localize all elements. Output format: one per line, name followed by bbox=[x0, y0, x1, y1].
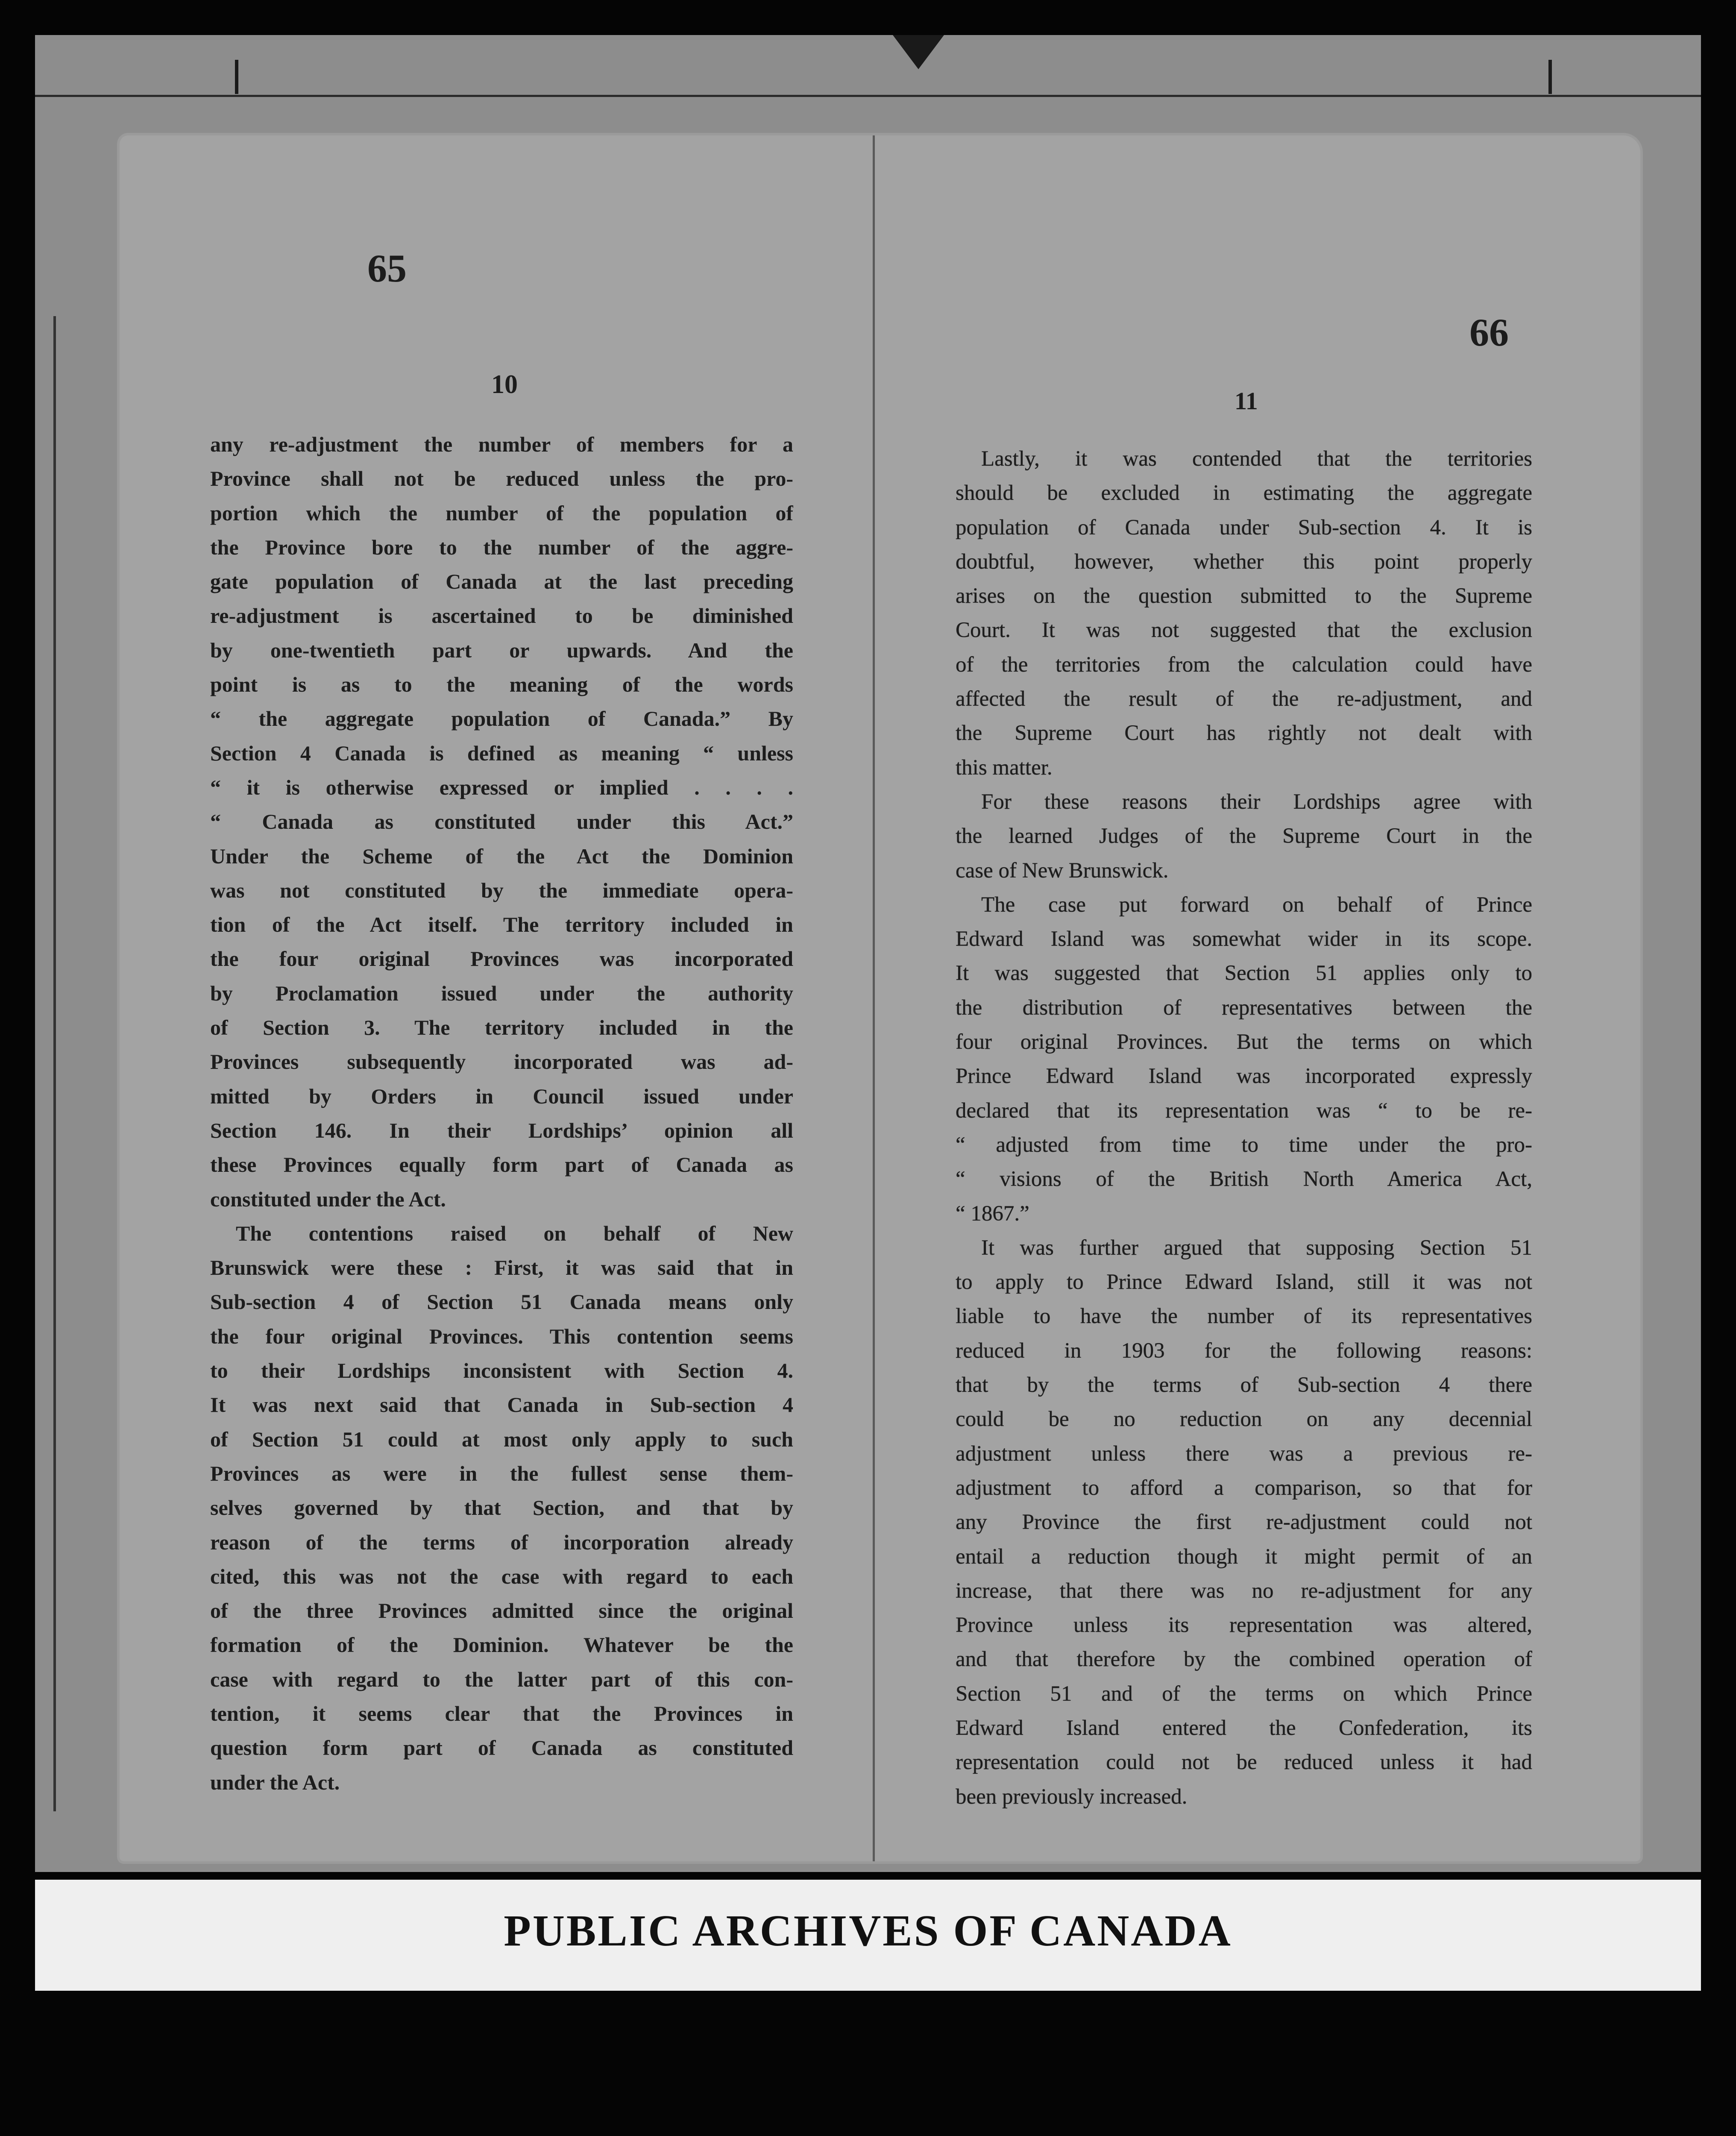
right-stamp-number: 66 bbox=[1469, 311, 1509, 354]
text-line: “ Canada as constituted under this Act.” bbox=[210, 810, 793, 834]
text-line: tion of the Act itself. The territory included in bbox=[210, 912, 793, 937]
text-line: It was suggested that Section 51 applies only to bbox=[956, 961, 1532, 986]
text-line: representation could not be reduced unless it had bbox=[956, 1750, 1532, 1775]
text-line: increase, that there was no re-adjustment for any bbox=[956, 1579, 1532, 1603]
text-line: re-adjustment is ascertained to be diminished bbox=[210, 604, 793, 628]
text-line: the Supreme Court has rightly not dealt with bbox=[956, 721, 1532, 745]
text-line: adjustment unless there was a previous re- bbox=[956, 1441, 1532, 1466]
text-line: population of Canada under Sub-section 4. It is bbox=[956, 515, 1532, 540]
text-line: It was further argued that supposing Section 51 bbox=[981, 1235, 1532, 1260]
text-line: The case put forward on behalf of Prince bbox=[981, 892, 1532, 917]
frame-notch bbox=[893, 35, 944, 69]
page-fold-divider bbox=[873, 135, 875, 1861]
text-line: under the Act. bbox=[210, 1770, 340, 1794]
text-line: to apply to Prince Edward Island, still it was not bbox=[956, 1270, 1532, 1294]
text-line: constituted under the Act. bbox=[210, 1187, 446, 1211]
text-line: reduced in 1903 for the following reasons: bbox=[956, 1338, 1532, 1363]
text-line: adjustment to afford a comparison, so that for bbox=[956, 1476, 1532, 1500]
frame-tick-mark bbox=[235, 60, 238, 94]
text-line: this matter. bbox=[956, 755, 1053, 780]
archive-label: PUBLIC ARCHIVES OF CANADA bbox=[504, 1906, 1232, 1955]
text-line: Under the Scheme of the Act the Dominion bbox=[210, 844, 793, 868]
text-line: “ it is otherwise expressed or implied . . . . bbox=[210, 775, 793, 799]
text-line: Sub-section 4 of Section 51 Canada means only bbox=[210, 1290, 793, 1314]
text-line: entail a reduction though it might permit of an bbox=[956, 1544, 1532, 1569]
frame-rule bbox=[35, 95, 1701, 97]
text-line: by one-twentieth part or upwards. And the bbox=[210, 638, 793, 662]
text-line: “ visions of the British North America Act, bbox=[956, 1167, 1532, 1191]
text-line: doubtful, however, whether this point properly bbox=[956, 549, 1532, 574]
frame-side-line bbox=[53, 316, 56, 1811]
text-line: “ adjusted from time to time under the pro- bbox=[956, 1133, 1532, 1157]
text-line: the four original Provinces. This contention seems bbox=[210, 1324, 793, 1348]
right-page-text bbox=[956, 442, 1532, 1814]
text-line: case of New Brunswick. bbox=[956, 858, 1169, 883]
text-line: point is as to the meaning of the words bbox=[210, 672, 793, 697]
text-line: formation of the Dominion. Whatever be the bbox=[210, 1633, 793, 1657]
text-line: case with regard to the latter part of this con- bbox=[210, 1667, 793, 1691]
text-line: Section 146. In their Lordships’ opinion all bbox=[210, 1118, 793, 1142]
text-line: Brunswick were these : First, it was said that in bbox=[210, 1256, 793, 1280]
text-line: of the three Provinces admitted since the original bbox=[210, 1599, 793, 1623]
text-line: four original Provinces. But the terms on which bbox=[956, 1030, 1532, 1054]
text-line: that by the terms of Sub-section 4 there bbox=[956, 1373, 1532, 1397]
text-line: For these reasons their Lordships agree with bbox=[981, 789, 1532, 814]
text-line: could be no reduction on any decennial bbox=[956, 1407, 1532, 1432]
text-line: Province shall not be reduced unless the pro- bbox=[210, 467, 793, 491]
text-line: Provinces subsequently incorporated was ad- bbox=[210, 1050, 793, 1074]
text-line: Provinces as were in the fullest sense them- bbox=[210, 1461, 793, 1485]
text-line: Court. It was not suggested that the exclusion bbox=[956, 618, 1532, 643]
text-line: Lastly, it was contended that the territories bbox=[981, 447, 1532, 471]
text-line: by Proclamation issued under the authority bbox=[210, 981, 793, 1005]
text-line: the Province bore to the number of the aggre- bbox=[210, 535, 793, 559]
left-page-text bbox=[210, 427, 793, 1799]
text-line: tention, it seems clear that the Provinces in bbox=[210, 1701, 793, 1725]
text-line: liable to have the number of its representatives bbox=[956, 1304, 1532, 1329]
text-line: Edward Island was somewhat wider in its scope. bbox=[956, 927, 1532, 951]
text-line: declared that its representation was “ to be re- bbox=[956, 1098, 1532, 1123]
text-line: any Province the first re-adjustment could not bbox=[956, 1510, 1532, 1535]
text-line: mitted by Orders in Council issued under bbox=[210, 1084, 793, 1108]
text-line: gate population of Canada at the last preceding bbox=[210, 569, 793, 594]
text-line: these Provinces equally form part of Canada as bbox=[210, 1153, 793, 1177]
text-line: Section 4 Canada is defined as meaning “ unless bbox=[210, 741, 793, 765]
right-page-number: 11 bbox=[1235, 387, 1258, 415]
text-line: Province unless its representation was altered, bbox=[956, 1613, 1532, 1637]
text-line: any re-adjustment the number of members for a bbox=[210, 432, 793, 456]
text-line: should be excluded in estimating the aggregate bbox=[956, 481, 1532, 505]
text-line: The contentions raised on behalf of New bbox=[236, 1221, 793, 1245]
text-line: the distribution of representatives between the bbox=[956, 995, 1532, 1020]
text-line: of the territories from the calculation could have bbox=[956, 652, 1532, 677]
left-stamp-number: 65 bbox=[367, 246, 407, 290]
text-line: “ 1867.” bbox=[956, 1201, 1029, 1226]
text-line: was not constituted by the immediate opera- bbox=[210, 878, 793, 902]
text-line: portion which the number of the population of bbox=[210, 501, 793, 525]
text-line: of Section 3. The territory included in the bbox=[210, 1015, 793, 1040]
text-line: Section 51 and of the terms on which Prince bbox=[956, 1681, 1532, 1706]
text-line: Edward Island entered the Confederation, its bbox=[956, 1716, 1532, 1740]
frame-tick-mark bbox=[1548, 60, 1552, 94]
text-line: the four original Provinces was incorporated bbox=[210, 947, 793, 971]
text-line: It was next said that Canada in Sub-section 4 bbox=[210, 1393, 793, 1417]
text-line: and that therefore by the combined operation of bbox=[956, 1647, 1532, 1672]
text-line: Prince Edward Island was incorporated expressly bbox=[956, 1064, 1532, 1089]
text-line: affected the result of the re-adjustment, and bbox=[956, 687, 1532, 711]
text-line: “ the aggregate population of Canada.” By bbox=[210, 707, 793, 731]
text-line: arises on the question submitted to the Supreme bbox=[956, 584, 1532, 608]
text-line: cited, this was not the case with regard to each bbox=[210, 1564, 793, 1588]
text-line: question form part of Canada as constituted bbox=[210, 1736, 793, 1760]
film-bottom-border bbox=[0, 1991, 1736, 2029]
text-line: reason of the terms of incorporation already bbox=[210, 1530, 793, 1554]
text-line: selves governed by that Section, and that by bbox=[210, 1496, 793, 1520]
text-line: of Section 51 could at most only apply to such bbox=[210, 1427, 793, 1451]
text-line: to their Lordships inconsistent with Section 4. bbox=[210, 1358, 793, 1383]
text-line: the learned Judges of the Supreme Court in the bbox=[956, 824, 1532, 848]
text-line: been previously increased. bbox=[956, 1784, 1188, 1809]
left-page-number: 10 bbox=[491, 370, 518, 399]
